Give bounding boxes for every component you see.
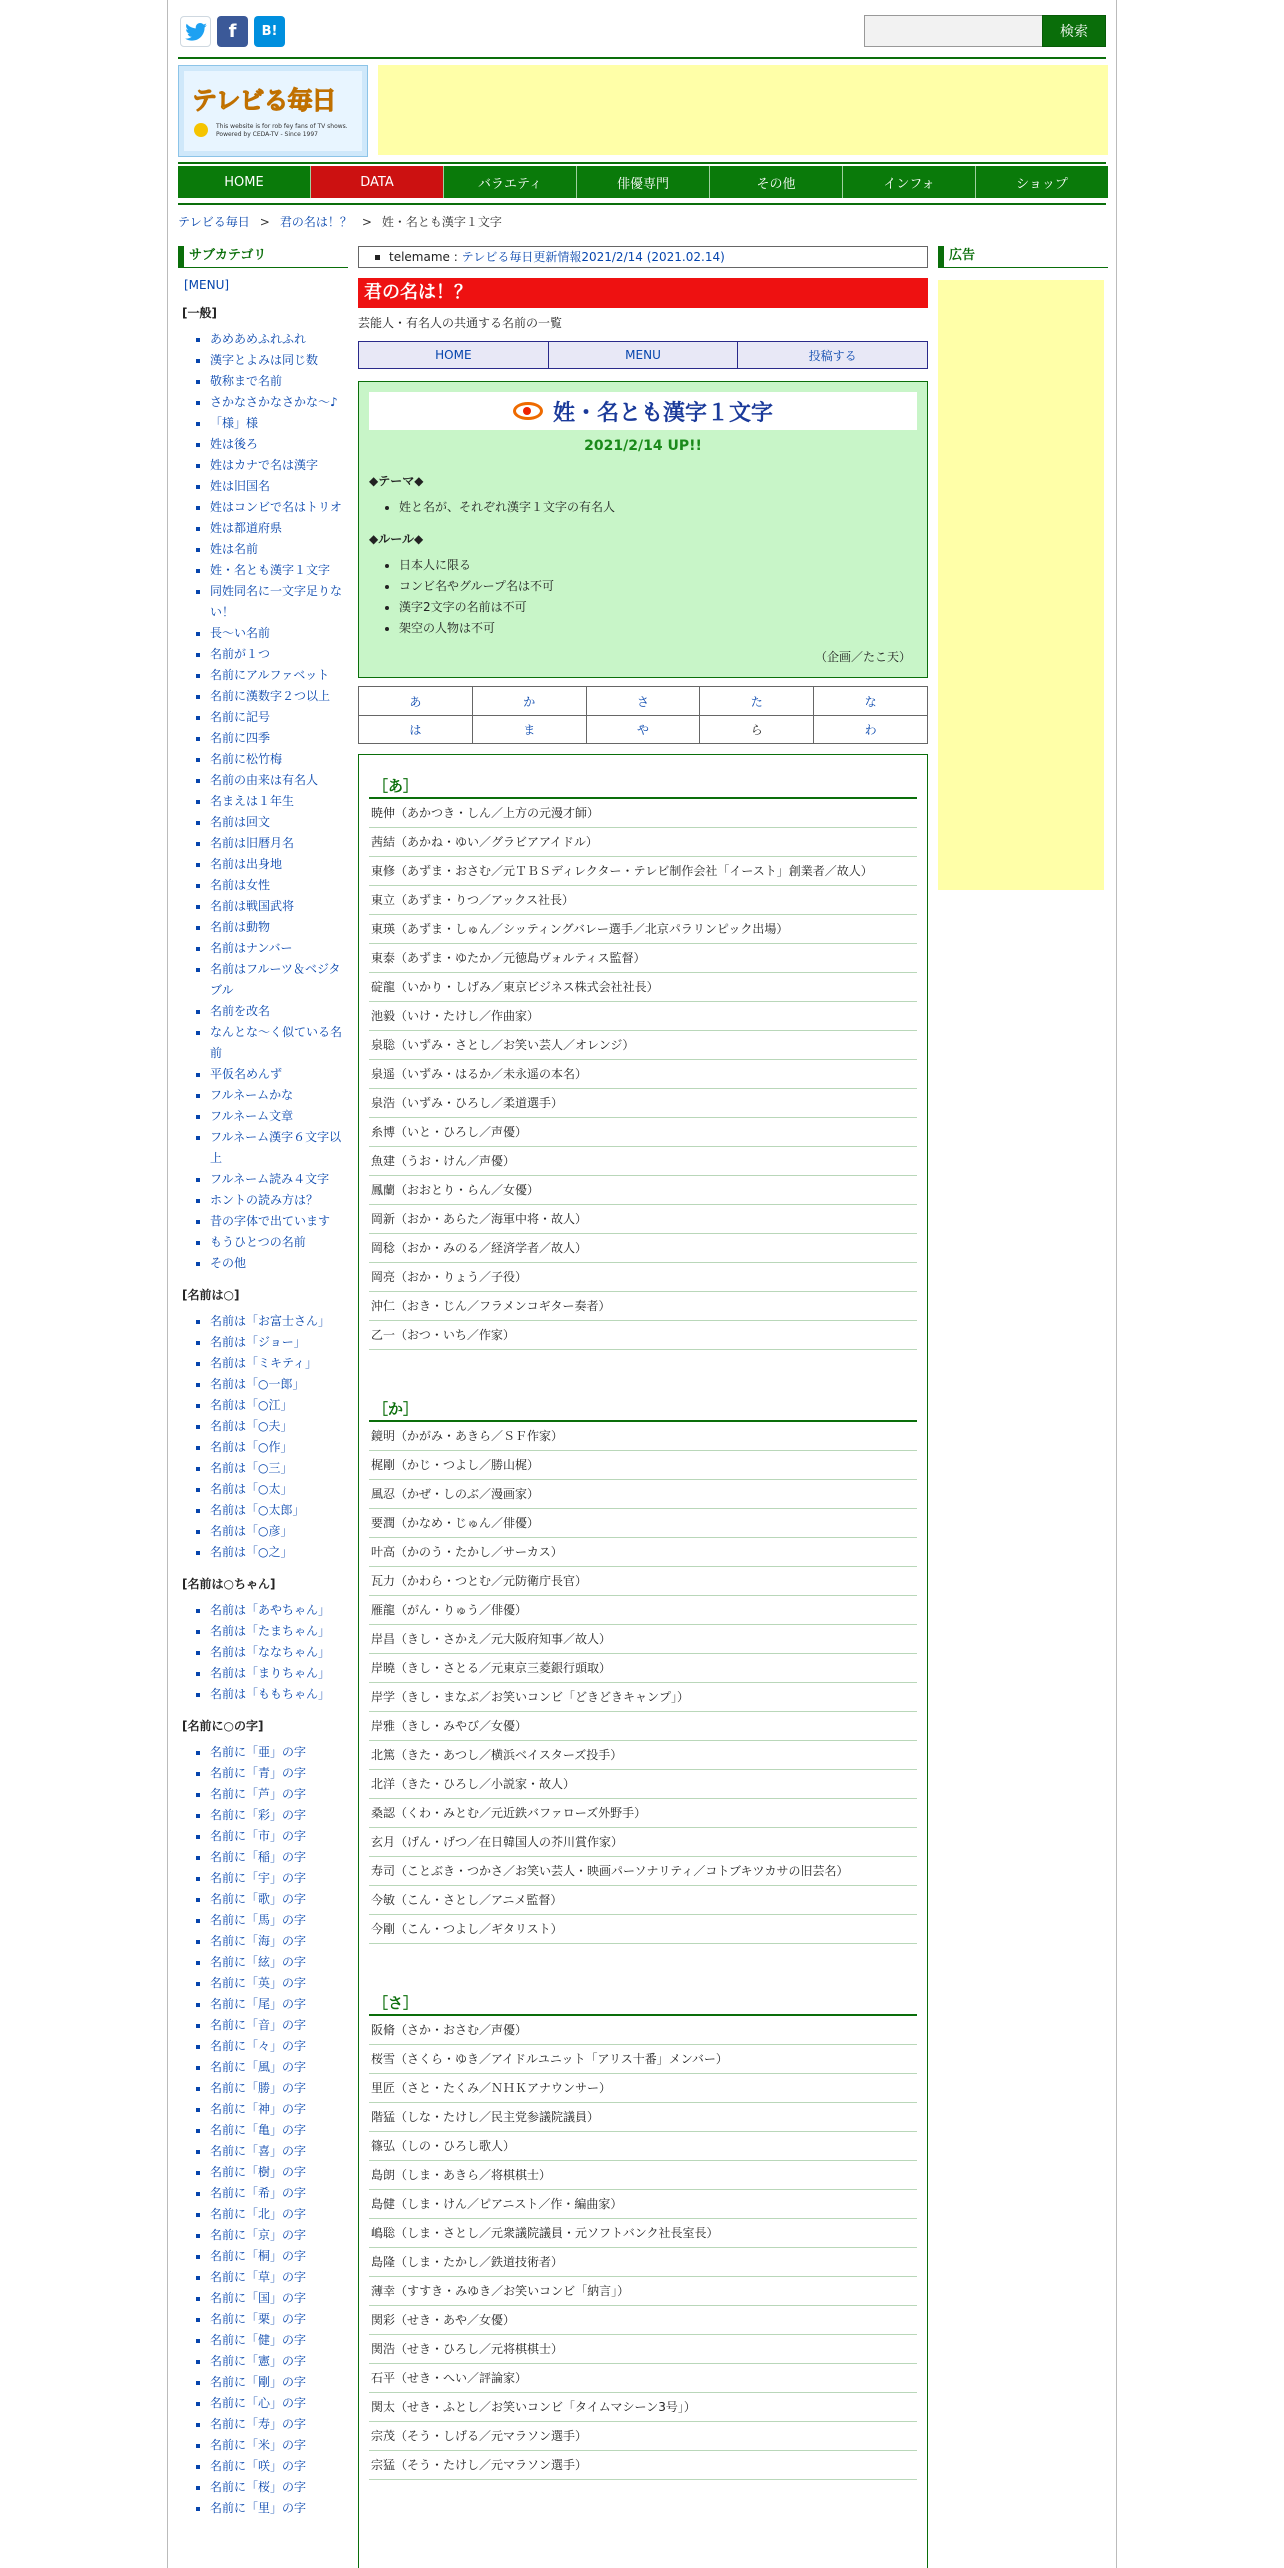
sidebar-link[interactable]: ▪ 名前に「樹」の字 (210, 2162, 348, 2183)
eye-icon (513, 402, 543, 420)
rule-item: • 漢字2文字の名前は不可 (399, 597, 917, 618)
sidebar-link[interactable]: ▪ 名前に「桐」の字 (210, 2246, 348, 2267)
sidebar-link[interactable]: ▪ 名前は「ももちゃん」 (210, 1684, 348, 1705)
sidebar-link[interactable]: ▪ 名前は「ジョー」 (210, 1332, 348, 1353)
kana-link[interactable]: わ (864, 723, 877, 737)
sidebar-link[interactable]: ▪ フルネームかな (210, 1085, 348, 1106)
main-nav (178, 166, 1108, 198)
name-entry: 岸昌（きし・さかえ／元大阪府知事／故人） (369, 1625, 917, 1654)
nav-item[interactable]: DATA (311, 166, 444, 198)
social-buttons (180, 16, 285, 47)
name-section (369, 1944, 917, 2480)
sidebar-link[interactable]: ▪ 名前に「風」の字 (210, 2057, 348, 2078)
kana-link[interactable]: さ (587, 687, 701, 715)
rule-list (399, 555, 917, 639)
sidebar-link[interactable]: ▪ なんとな～く似ている名前 (210, 1022, 348, 1064)
nav-item[interactable]: HOME (178, 166, 311, 198)
kana-link[interactable]: は (359, 716, 473, 743)
sidebar-ad[interactable] (938, 280, 1104, 890)
sidebar-link[interactable]: ▪ ホントの読み方は？ (210, 1190, 348, 1211)
topic-banner (369, 392, 917, 430)
sidebar-link[interactable]: ▪ 名前に「々」の字 (210, 2036, 348, 2057)
name-entry: 今剛（こん・つよし／ギタリスト） (369, 1915, 917, 1944)
name-entry: 東立（あずま・りつ／アックス社長） (369, 886, 917, 915)
name-entry: 岡新（おか・あらた／海軍中将・故人） (369, 1205, 917, 1234)
sidebar-link[interactable]: ▪ 名前に「英」の字 (210, 1973, 348, 1994)
breadcrumb-item[interactable]: テレビる毎日 (178, 215, 250, 229)
sidebar-link[interactable]: ▪ 名前はナンバー (210, 938, 348, 959)
breadcrumb-item: 姓・名とも漢字１文字 (381, 215, 502, 229)
sidebar-link[interactable]: ▪ 名前を改名 (210, 1001, 348, 1022)
sidebar-link[interactable]: ▪ 名前に「絃」の字 (210, 1952, 348, 1973)
breadcrumb-separator: > (259, 215, 270, 229)
sidebar-group-list (210, 1742, 348, 2519)
sidebar-link[interactable]: ▪ 名前に漢数字２つ以上 (210, 686, 348, 707)
twitter-icon[interactable] (180, 16, 211, 47)
kana-link[interactable]: た (700, 687, 814, 715)
name-entry: 嶋聡（しま・さとし／元衆議院議員・元ソフトバンク社長室長） (369, 2219, 917, 2248)
sidebar-link[interactable]: ▪ 名前に記号 (210, 707, 348, 728)
kana-link[interactable]: な (864, 694, 877, 709)
sidebar-link[interactable]: ▪ 姓・名とも漢字１文字 (210, 560, 348, 581)
sidebar-menu-link[interactable]: [MENU] (184, 278, 230, 292)
name-entry: 里匠（さと・たくみ／ＮＨＫアナウンサー） (369, 2074, 917, 2103)
sidebar-link[interactable]: ▪ 名前は「ななちゃん」 (210, 1642, 348, 1663)
nav-item[interactable]: バラエティ (444, 166, 577, 198)
kana-row (359, 687, 927, 715)
name-list (358, 754, 928, 2568)
name-entry: 岡稔（おか・みのる／経済学者／故人） (369, 1234, 917, 1263)
page-title: 君の名は！？ (358, 278, 928, 308)
subnav-button[interactable]: 投稿する (808, 348, 857, 363)
sidebar-link[interactable]: ▪ 同姓同名に一文字足りない！ (210, 581, 348, 623)
subnav-button[interactable]: HOME (359, 342, 549, 368)
sidebar-link[interactable]: ▪ 名前に「北」の字 (210, 2204, 348, 2225)
sidebar-link[interactable]: ▪ 敬称まで名前 (210, 371, 348, 392)
credit-text: （企画／たこ天） (814, 650, 911, 664)
sidebar-link[interactable]: ▪ 名前は「○太」 (210, 1479, 348, 1500)
sidebar-link[interactable]: ▪ 名前は出身地 (210, 854, 348, 875)
breadcrumb-separator: > (361, 215, 372, 229)
name-entry: 関浩（せき・ひろし／元将棋棋士） (369, 2335, 917, 2364)
sidebar-link[interactable]: ▪ 姓はカナで名は漢字 (210, 455, 348, 476)
name-entry: 岡亮（おか・りょう／子役） (369, 1263, 917, 1292)
name-entry: 鏡明（かがみ・あきら／ＳＦ作家） (369, 1422, 917, 1451)
sidebar-link[interactable]: ▪ 名前に「青」の字 (210, 1763, 348, 1784)
sidebar-link[interactable]: ▪ 名前は「○一郎」 (210, 1374, 348, 1395)
name-section (369, 1350, 917, 1944)
telemame-label: telemame : (389, 250, 462, 264)
header-divider (178, 57, 1106, 59)
sidebar-link[interactable]: ▪ 名前に「尾」の字 (210, 1994, 348, 2015)
name-entry: 宗猛（そう・たけし／元マラソン選手） (369, 2451, 917, 2480)
name-entry: 篠弘（しの・ひろし歌人） (369, 2132, 917, 2161)
sidebar-link[interactable]: ▪ 名前に「市」の字 (210, 1826, 348, 1847)
name-entry: 風忍（かぜ・しのぶ／漫画家） (369, 1480, 917, 1509)
sidebar-link[interactable]: ▪ 名前にアルファベット (210, 665, 348, 686)
sidebar-link[interactable]: ▪ 名前に「里」の字 (210, 2498, 348, 2519)
sidebar-link[interactable]: ▪ 平仮名めんず (210, 1064, 348, 1085)
logo-tagline: This website is for rob fey fans of TV shows. Powered by CEDA-TV - Since 1997 (216, 123, 348, 138)
topic-info-box (358, 381, 928, 678)
sidebar-link[interactable]: ▪ 名前に「米」の字 (210, 2435, 348, 2456)
ad-heading: 広告 (938, 246, 1108, 268)
nav-bottom-divider (178, 203, 1106, 205)
name-entry: 階猛（しな・たけし／民主党参議院議員） (369, 2103, 917, 2132)
kana-index (358, 686, 928, 744)
sidebar-link[interactable]: ▪ 名前に「亜」の字 (210, 1742, 348, 1763)
name-entry: 泉聡（いずみ・さとし／お笑い芸人／オレンジ） (369, 1031, 917, 1060)
sidebar-link[interactable]: ▪ 名前は「ミキティ」 (210, 1353, 348, 1374)
nav-top-divider (178, 162, 1106, 164)
name-entry: 東泰（あずま・ゆたか／元徳島ヴォルティス監督） (369, 944, 917, 973)
sidebar-group-list (210, 329, 348, 1274)
rule-item: • 架空の人物は不可 (399, 618, 917, 639)
sidebar-link[interactable]: ▪ さかなさかなさかな～♪ (210, 392, 348, 413)
name-entry: 玄月（げん・げつ／在日韓国人の芥川賞作家） (369, 1828, 917, 1857)
sidebar-groups (178, 304, 348, 2519)
telemame-notice (358, 246, 928, 268)
sidebar-link[interactable]: ▪ 昔の字体で出ています (210, 1211, 348, 1232)
sidebar-group-title: [名前は○ちゃん] (182, 1577, 276, 1591)
sidebar-link[interactable]: ▪ 名前は「○作」 (210, 1437, 348, 1458)
sidebar-link[interactable]: ▪ フルネーム文章 (210, 1106, 348, 1127)
name-entry: 島隆（しま・たかし／鉄道技術者） (369, 2248, 917, 2277)
sidebar-group-title: [名前は○] (182, 1288, 240, 1302)
name-entry: 瓦力（かわら・つとむ／元防衛庁長官） (369, 1567, 917, 1596)
name-entry: 雁龍（がん・りゅう／俳優） (369, 1596, 917, 1625)
sidebar-group-title: [一般] (182, 306, 217, 320)
subnav-button[interactable]: MENU (549, 342, 739, 368)
name-entry: 泉遥（いずみ・はるか／未永遥の本名） (369, 1060, 917, 1089)
sidebar-link[interactable]: ▪ 名前に「宇」の字 (210, 1868, 348, 1889)
sidebar-link[interactable]: ▪ 名前は旧暦月名 (210, 833, 348, 854)
nav-item[interactable]: 俳優専門 (577, 166, 710, 198)
name-entry: 東修（あずま・おさむ／元ＴＢＳディレクター・テレビ制作会社「イースト」創業者／故人） (369, 857, 917, 886)
right-sidebar (938, 246, 1108, 890)
sidebar-group-title: [名前に○の字] (182, 1719, 264, 1733)
theme-heading: ◆テーマ◆ (369, 474, 424, 488)
section-heading: ［さ］ (369, 1992, 917, 2016)
banner-ad[interactable] (378, 65, 1108, 155)
sidebar-link[interactable]: ▪ あめあめふれふれ (210, 329, 348, 350)
main-content (358, 246, 928, 2568)
sidebar-link[interactable]: ▪ 名前は戦国武将 (210, 896, 348, 917)
nav-item[interactable]: その他 (710, 166, 843, 198)
name-entry: 桑認（くわ・みとむ／元近鉄バファローズ外野手） (369, 1799, 917, 1828)
sidebar-link[interactable]: ▪ フルネーム漢字６文字以上 (210, 1127, 348, 1169)
sidebar-link[interactable]: ▪ 名前に「栗」の字 (210, 2309, 348, 2330)
sidebar-link[interactable]: ▪ 名前は「○太郎」 (210, 1500, 348, 1521)
sidebar-link[interactable]: ▪ 名前に「寿」の字 (210, 2414, 348, 2435)
name-entry: 今敏（こん・さとし／アニメ監督） (369, 1886, 917, 1915)
logo-title: テレビる毎日 (192, 86, 336, 115)
facebook-icon[interactable]: f (217, 16, 248, 47)
sidebar-link[interactable]: ▪ 姓は旧国名 (210, 476, 348, 497)
sidebar-link[interactable]: ▪ 姓は都道府県 (210, 518, 348, 539)
sidebar-link[interactable]: ▪ 名前は動物 (210, 917, 348, 938)
sidebar-link[interactable]: ▪ 名前に「勝」の字 (210, 2078, 348, 2099)
sidebar-link[interactable]: ▪ 名前に「憲」の字 (210, 2351, 348, 2372)
sidebar-link[interactable]: ▪ 名前に「京」の字 (210, 2225, 348, 2246)
kana-link[interactable]: や (587, 716, 701, 743)
sidebar-link[interactable]: ▪ 名前は「あやちゃん」 (210, 1600, 348, 1621)
sidebar-link[interactable]: ▪ 名前は「○之」 (210, 1542, 348, 1563)
name-entry: 泉浩（いずみ・ひろし／柔道選手） (369, 1089, 917, 1118)
sidebar-link[interactable]: ▪ 長～い名前 (210, 623, 348, 644)
sidebar-link[interactable]: ▪ 名前はフルーツ＆ベジタブル (210, 959, 348, 1001)
sidebar-link[interactable]: ▪ 名まえは１年生 (210, 791, 348, 812)
sidebar-link[interactable]: ▪ 名前に「健」の字 (210, 2330, 348, 2351)
name-entry: 関太（せき・ふとし／お笑いコンビ「タイムマシーン3号」） (369, 2393, 917, 2422)
rule-item: • コンビ名やグループ名は不可 (399, 576, 917, 597)
name-section (369, 755, 917, 1350)
search-form (864, 15, 1106, 47)
kana-row (359, 715, 927, 743)
sidebar-link[interactable]: ▪ 名前は「○夫」 (210, 1416, 348, 1437)
sidebar-link[interactable]: ▪ 名前に「馬」の字 (210, 1910, 348, 1931)
search-input[interactable] (864, 15, 1042, 47)
name-entry: 糸博（いと・ひろし／声優） (369, 1118, 917, 1147)
name-entry: 鳳蘭（おおとり・らん／女優） (369, 1176, 917, 1205)
sidebar-link[interactable]: ▪ もうひとつの名前 (210, 1232, 348, 1253)
name-entry: 宗茂（そう・しげる／元マラソン選手） (369, 2422, 917, 2451)
name-entry: 東瑛（あずま・しゅん／シッティングバレー選手／北京パラリンピック出場） (369, 915, 917, 944)
kana-link[interactable]: ま (473, 716, 587, 743)
sidebar-link[interactable]: ▪ 「様」様 (210, 413, 348, 434)
sidebar-link[interactable]: ▪ 名前に「稲」の字 (210, 1847, 348, 1868)
breadcrumb-item[interactable]: 君の名は！？ (279, 215, 352, 229)
hatena-bookmark-icon[interactable]: B! (254, 16, 285, 47)
sidebar-link[interactable]: ▪ 名前に四季 (210, 728, 348, 749)
sidebar-link[interactable]: ▪ 姓はコンビで名はトリオ (210, 497, 348, 518)
sidebar-link[interactable]: ▪ 名前に「希」の字 (210, 2183, 348, 2204)
sidebar-link[interactable]: ▪ 名前に「歌」の字 (210, 1889, 348, 1910)
name-entry: 関彩（せき・あや／女優） (369, 2306, 917, 2335)
sidebar-link[interactable]: ▪ 名前は「たまちゃん」 (210, 1621, 348, 1642)
name-entry: 池毅（いけ・たけし／作曲家） (369, 1002, 917, 1031)
sidebar-link[interactable]: ▪ 名前は回文 (210, 812, 348, 833)
topic-title: 姓・名とも漢字１文字 (552, 399, 773, 426)
section-heading: ［あ］ (369, 775, 917, 799)
sidebar-link[interactable]: ▪ 名前が１つ (210, 644, 348, 665)
telemame-link[interactable]: テレビる毎日更新情報2021/2/14 (2021.02.14) (461, 250, 725, 264)
sidebar-link[interactable]: ▪ 名前は「まりちゃん」 (210, 1663, 348, 1684)
sidebar-link[interactable]: ▪ その他 (210, 1253, 348, 1274)
update-date: 2021/2/14 UP!! (584, 438, 702, 454)
sidebar-group-list (210, 1311, 348, 1563)
left-sidebar (178, 246, 348, 2519)
sidebar-link[interactable]: ▪ フルネーム読み４文字 (210, 1169, 348, 1190)
sidebar-link[interactable]: ▪ 名前の由来は有名人 (210, 770, 348, 791)
name-entry: 岸曉（きし・さとる／元東京三菱銀行頭取） (369, 1654, 917, 1683)
sidebar-link[interactable]: ▪ 名前は「お富士さん」 (210, 1311, 348, 1332)
sidebar-link[interactable]: ▪ 姓は名前 (210, 539, 348, 560)
sidebar-link[interactable]: ▪ 名前に「剛」の字 (210, 2372, 348, 2393)
sidebar-link[interactable]: ▪ 名前は女性 (210, 875, 348, 896)
sidebar-link[interactable]: ▪ 姓は後ろ (210, 434, 348, 455)
name-entry: 阪脩（さか・おさむ／声優） (369, 2016, 917, 2045)
sidebar-link[interactable]: ▪ 名前に「音」の字 (210, 2015, 348, 2036)
search-button[interactable]: 検索 (1042, 15, 1106, 47)
name-entry: 島朗（しま・あきら／将棋棋士） (369, 2161, 917, 2190)
moon-icon (194, 123, 208, 137)
sidebar-heading: サブカテゴリ (178, 246, 348, 268)
name-entry: 島健（しま・けん／ピアニスト／作・編曲家） (369, 2190, 917, 2219)
sidebar-link[interactable]: ▪ 名前に「喜」の字 (210, 2141, 348, 2162)
sub-nav (358, 341, 928, 369)
section-heading: ［か］ (369, 1398, 917, 1422)
sidebar-link[interactable]: ▪ 名前は「○三」 (210, 1458, 348, 1479)
site-logo[interactable] (178, 65, 368, 157)
breadcrumb (178, 213, 502, 230)
nav-item[interactable]: インフォ (843, 166, 976, 198)
name-entry: 沖仁（おき・じん／フラメンコギター奏者） (369, 1292, 917, 1321)
sidebar-link[interactable]: ▪ 名前は「○江」 (210, 1395, 348, 1416)
theme-item: • 姓と名が、それぞれ漢字１文字の有名人 (399, 497, 917, 518)
page-description: 芸能人・有名人の共通する名前の一覧 (358, 316, 563, 330)
name-entry: 岸雅（きし・みやび／女優） (369, 1712, 917, 1741)
name-entry: 寿司（ことぶき・つかさ／お笑い芸人・映画パーソナリティ／コトブキツカサの旧芸名） (369, 1857, 917, 1886)
name-entry: 要潤（かなめ・じゅん／俳優） (369, 1509, 917, 1538)
page-container (167, 0, 1117, 2568)
sidebar-link[interactable]: ▪ 名前に「心」の字 (210, 2393, 348, 2414)
sidebar-link[interactable]: ▪ 名前に「神」の字 (210, 2099, 348, 2120)
sidebar-link[interactable]: ▪ 名前に「桜」の字 (210, 2477, 348, 2498)
name-entry: 岸学（きし・まなぶ／お笑いコンビ「どきどきキャンプ」） (369, 1683, 917, 1712)
name-entry: 石平（せき・へい／評論家） (369, 2364, 917, 2393)
sidebar-link[interactable]: ▪ 名前に「芦」の字 (210, 1784, 348, 1805)
sidebar-group-list (210, 1600, 348, 1705)
name-entry: 北洋（きた・ひろし／小説家・故人） (369, 1770, 917, 1799)
rule-item: • 日本人に限る (399, 555, 917, 576)
sidebar-link[interactable]: ▪ 名前は「○彦」 (210, 1521, 348, 1542)
sidebar-link[interactable]: ▪ 名前に松竹梅 (210, 749, 348, 770)
name-entry: 梶剛（かじ・つよし／勝山梶） (369, 1451, 917, 1480)
sidebar-link[interactable]: ▪ 名前に「咲」の字 (210, 2456, 348, 2477)
nav-item[interactable]: ショップ (1016, 176, 1068, 192)
name-entry: 桜雪（さくら・ゆき／アイドルユニット「アリス十番」メンバー） (369, 2045, 917, 2074)
sidebar-link[interactable]: ▪ 漢字とよみは同じ数 (210, 350, 348, 371)
rule-heading: ◆ルール◆ (369, 532, 424, 546)
sidebar-link[interactable]: ▪ 名前に「国」の字 (210, 2288, 348, 2309)
sidebar-link[interactable]: ▪ 名前に「亀」の字 (210, 2120, 348, 2141)
kana-link[interactable]: あ (359, 687, 473, 715)
name-entry: 碇龍（いかり・しげみ／東京ビジネス株式会社社長） (369, 973, 917, 1002)
name-entry: 叶高（かのう・たかし／サーカス） (369, 1538, 917, 1567)
kana-link: ら (700, 716, 814, 743)
theme-list (399, 497, 917, 518)
name-entry: 暁伸（あかつき・しん／上方の元漫才師） (369, 799, 917, 828)
name-entry: 乙一（おつ・いち／作家） (369, 1321, 917, 1350)
sidebar-link[interactable]: ▪ 名前に「海」の字 (210, 1931, 348, 1952)
name-entry: 魚建（うお・けん／声優） (369, 1147, 917, 1176)
sidebar-link[interactable]: ▪ 名前に「彩」の字 (210, 1805, 348, 1826)
name-entry: 茜結（あかね・ゆい／グラビアアイドル） (369, 828, 917, 857)
kana-link[interactable]: か (473, 687, 587, 715)
name-entry: 薄幸（すすき・みゆき／お笑いコンビ「納言」） (369, 2277, 917, 2306)
sidebar-link[interactable]: ▪ 名前に「草」の字 (210, 2267, 348, 2288)
name-entry: 北篤（きた・あつし／横浜ベイスターズ投手） (369, 1741, 917, 1770)
